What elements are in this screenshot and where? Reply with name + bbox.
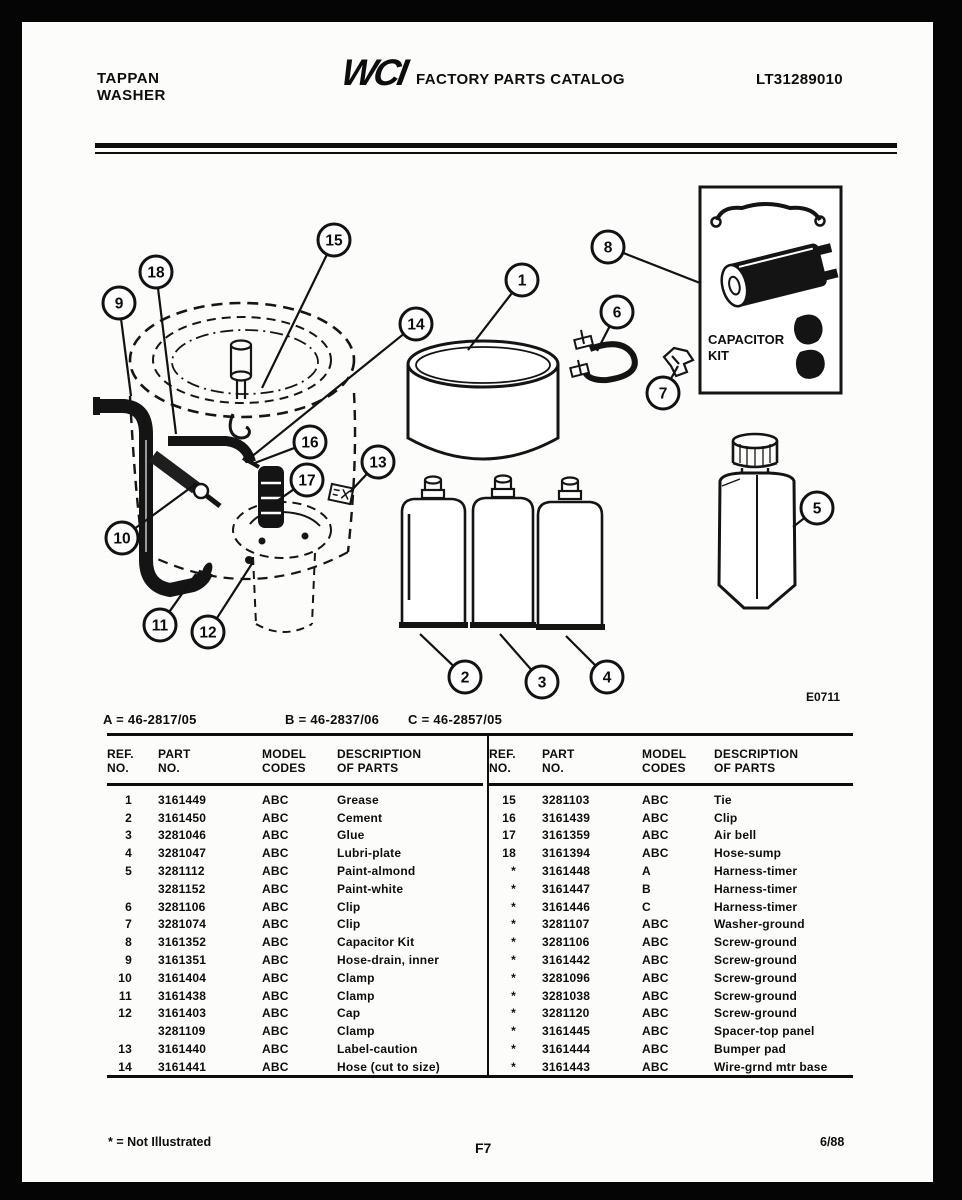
table-row	[107, 1022, 483, 1040]
model-cell: ABC	[642, 988, 669, 1003]
ref-cell: 11	[118, 988, 132, 1003]
table-row	[489, 862, 853, 880]
clamp-6-drawing	[570, 330, 635, 380]
model-cell: ABC	[642, 970, 669, 985]
figure-code: E0711	[806, 690, 841, 704]
desc-cell: Paint-almond	[337, 864, 416, 879]
svg-text:13: 13	[369, 454, 387, 472]
desc-cell: Clip	[714, 810, 738, 825]
capacitor-kit-label-line2: KIT	[708, 348, 729, 363]
model-cell: ABC	[262, 864, 289, 879]
desc-cell: Harness-timer	[714, 881, 798, 896]
callout-7	[647, 366, 679, 409]
table-body-right	[489, 786, 853, 1076]
part-cell: 3161450	[158, 810, 207, 825]
table-row	[107, 951, 483, 969]
table-header	[107, 736, 483, 786]
svg-text:14: 14	[407, 316, 425, 334]
column-header: MODEL CODES	[262, 747, 307, 775]
callout-8	[592, 231, 700, 283]
table-row	[107, 987, 483, 1005]
desc-cell: Tie	[714, 792, 732, 807]
model-cell: ABC	[642, 1042, 669, 1057]
desc-cell: Washer-ground	[714, 917, 805, 932]
table-row	[107, 844, 483, 862]
caution-label-drawing	[329, 484, 354, 504]
catalog-title: FACTORY PARTS CATALOG	[416, 71, 625, 88]
svg-text:8: 8	[603, 239, 613, 257]
desc-cell: Bumper pad	[714, 1042, 787, 1057]
tube-2-drawing	[399, 477, 468, 629]
ref-cell: 14	[118, 1059, 132, 1074]
agitator-stem-drawing	[231, 341, 251, 400]
model-cell: ABC	[642, 1059, 669, 1074]
table-row	[489, 933, 853, 951]
model-cell: ABC	[262, 792, 289, 807]
model-cell: ABC	[262, 935, 289, 950]
part-cell: 3281103	[542, 792, 590, 807]
desc-cell: Capacitor Kit	[337, 935, 415, 950]
part-cell: 3161351	[158, 953, 207, 968]
desc-cell: Screw-ground	[714, 935, 798, 950]
part-cell: 3281109	[158, 1024, 206, 1039]
desc-cell: Clamp	[337, 970, 375, 985]
desc-cell: Wire-grnd mtr base	[714, 1059, 828, 1074]
model-cell: ABC	[642, 917, 669, 932]
part-cell: 3161441	[158, 1059, 207, 1074]
desc-cell: Paint-white	[337, 881, 404, 896]
ref-cell: *	[511, 1024, 516, 1039]
model-code-a: A = 46-2817/05	[103, 712, 197, 727]
desc-cell: Screw-ground	[714, 988, 798, 1003]
part-cell: 3281046	[158, 828, 207, 843]
ref-cell: *	[511, 917, 516, 932]
capacitor-kit-box	[700, 187, 841, 393]
table-row	[107, 827, 483, 845]
table-row	[107, 898, 483, 916]
column-header: PART NO.	[542, 747, 575, 775]
catalog-page	[22, 22, 933, 1182]
svg-text:7: 7	[658, 385, 668, 403]
desc-cell: Grease	[337, 792, 379, 807]
ref-cell: 8	[125, 935, 132, 950]
table-row	[489, 916, 853, 934]
model-cell: ABC	[642, 828, 669, 843]
svg-text:11: 11	[151, 617, 169, 635]
table-row	[107, 1005, 483, 1023]
ref-cell: *	[511, 935, 516, 950]
part-cell: 3161440	[158, 1042, 207, 1057]
publication-number: LT31289010	[756, 71, 843, 88]
part-cell: 3161446	[542, 899, 591, 914]
desc-cell: Cap	[337, 1006, 361, 1021]
ref-cell: *	[511, 953, 516, 968]
svg-text:6: 6	[612, 304, 622, 322]
tub-liner-drawing	[408, 341, 558, 459]
svg-text:1: 1	[517, 272, 527, 290]
drain-hose-drawing	[93, 397, 220, 590]
ref-cell: 2	[125, 810, 132, 825]
wci-logo: WCI	[338, 52, 409, 93]
part-cell: 3281152	[158, 881, 206, 896]
desc-cell: Screw-ground	[714, 1006, 798, 1021]
table-row	[107, 809, 483, 827]
part-cell: 3281106	[542, 935, 590, 950]
svg-text:16: 16	[301, 434, 319, 452]
column-header: REF. NO.	[489, 747, 516, 775]
part-cell: 3161442	[542, 953, 591, 968]
part-cell: 3161404	[158, 970, 207, 985]
model-cell: ABC	[262, 1024, 289, 1039]
parts-table-right-half	[487, 736, 853, 1075]
svg-text:2: 2	[460, 669, 470, 687]
part-cell: 3281112	[158, 864, 205, 879]
table-row	[489, 987, 853, 1005]
part-cell: 3281096	[542, 970, 591, 985]
table-row	[107, 933, 483, 951]
desc-cell: Clamp	[337, 988, 375, 1003]
part-cell: 3281107	[542, 917, 590, 932]
table-row	[489, 791, 853, 809]
model-cell: ABC	[642, 792, 669, 807]
desc-cell: Cement	[337, 810, 383, 825]
ref-cell: *	[511, 881, 516, 896]
svg-text:18: 18	[147, 264, 165, 282]
model-cell: ABC	[262, 828, 289, 843]
rubber-boot-drawing	[796, 350, 825, 379]
part-cell: 3161403	[158, 1006, 207, 1021]
ref-cell: 7	[125, 917, 132, 932]
parts-table-left-half	[107, 736, 487, 1075]
model-cell: ABC	[262, 899, 289, 914]
callout-1	[468, 264, 538, 350]
table-row	[489, 1058, 853, 1076]
model-cell: C	[642, 899, 651, 914]
ref-cell: 9	[125, 953, 132, 968]
table-row	[489, 844, 853, 862]
column-header: REF. NO.	[107, 747, 134, 775]
ref-cell: 18	[502, 846, 516, 861]
ref-cell: 12	[118, 1006, 132, 1021]
svg-text:9: 9	[114, 295, 124, 313]
table-row	[107, 916, 483, 934]
model-cell: ABC	[262, 1006, 289, 1021]
column-header: MODEL CODES	[642, 747, 687, 775]
ref-cell: *	[511, 899, 516, 914]
svg-text:10: 10	[113, 530, 131, 548]
model-cell: ABC	[262, 1042, 289, 1057]
air-bell-drawing	[258, 466, 284, 528]
ref-cell: 3	[125, 828, 132, 843]
table-row	[489, 880, 853, 898]
part-cell: 3161444	[542, 1042, 591, 1057]
ref-cell: 4	[125, 846, 132, 861]
table-row	[107, 969, 483, 987]
rubber-boot-drawing	[794, 314, 823, 344]
table-row	[107, 880, 483, 898]
not-illustrated-note: * = Not Illustrated	[108, 1135, 212, 1149]
part-cell: 3161359	[542, 828, 591, 843]
svg-text:5: 5	[812, 500, 822, 518]
table-row	[107, 791, 483, 809]
model-cell: ABC	[642, 935, 669, 950]
table-row	[489, 969, 853, 987]
model-cell: ABC	[262, 810, 289, 825]
desc-cell: Screw-ground	[714, 953, 798, 968]
bottle-5-drawing	[719, 434, 795, 608]
part-cell: 3281038	[542, 988, 591, 1003]
table-row	[489, 809, 853, 827]
ref-cell: *	[511, 864, 516, 879]
model-cell: ABC	[262, 988, 289, 1003]
ref-cell: *	[511, 1006, 516, 1021]
desc-cell: Spacer-top panel	[714, 1024, 815, 1039]
table-row	[489, 1022, 853, 1040]
desc-cell: Screw-ground	[714, 970, 798, 985]
part-cell: 3281074	[158, 917, 207, 932]
column-header: DESCRIPTION OF PARTS	[714, 747, 799, 775]
clamp-7-drawing	[664, 348, 693, 376]
part-cell: 3281106	[158, 899, 206, 914]
part-cell: 3161352	[158, 935, 207, 950]
model-cell: ABC	[262, 970, 289, 985]
svg-text:3: 3	[537, 674, 547, 692]
model-cell: B	[642, 881, 651, 896]
date-code: 6/88	[820, 1135, 845, 1149]
svg-text:17: 17	[298, 472, 316, 490]
part-cell: 3161394	[542, 846, 591, 861]
model-cell: ABC	[642, 953, 669, 968]
part-cell: 3161438	[158, 988, 207, 1003]
callout-13	[350, 446, 394, 492]
model-cell: ABC	[262, 846, 289, 861]
model-code-b: B = 46-2837/06	[285, 712, 380, 727]
table-row	[107, 1040, 483, 1058]
svg-text:4: 4	[602, 669, 612, 687]
desc-cell: Clip	[337, 899, 361, 914]
callout-4	[566, 636, 623, 693]
ref-cell: 17	[502, 828, 516, 843]
model-cell: ABC	[262, 917, 289, 932]
ref-cell: *	[511, 1059, 516, 1074]
table-row	[489, 1005, 853, 1023]
model-cell: ABC	[262, 881, 289, 896]
table-row	[489, 827, 853, 845]
column-header: PART NO.	[158, 747, 191, 775]
callout-3	[500, 634, 558, 698]
ref-cell: 1	[125, 792, 132, 807]
desc-cell: Label-caution	[337, 1042, 418, 1057]
part-cell: 3161447	[542, 881, 591, 896]
table-row	[489, 951, 853, 969]
tube-bottles-drawing	[399, 476, 605, 631]
desc-cell: Hose-sump	[714, 846, 782, 861]
model-cell: ABC	[642, 846, 669, 861]
desc-cell: Harness-timer	[714, 899, 798, 914]
brand-line2: WASHER	[97, 87, 166, 104]
model-code-c: C = 46-2857/05	[408, 712, 503, 727]
ref-cell: *	[511, 970, 516, 985]
desc-cell: Glue	[337, 828, 365, 843]
desc-cell: Hose-drain, inner	[337, 953, 440, 968]
table-header	[489, 736, 853, 786]
model-cell: ABC	[262, 953, 289, 968]
desc-cell: Air bell	[714, 828, 757, 843]
table-row	[489, 1040, 853, 1058]
ref-cell: 6	[125, 899, 132, 914]
model-cell: A	[642, 864, 651, 879]
tube-4-drawing	[536, 478, 605, 631]
ref-cell: 15	[502, 792, 516, 807]
parts-table	[107, 733, 853, 1078]
table-row	[107, 1058, 483, 1076]
parts-diagram	[45, 170, 915, 710]
svg-text:12: 12	[199, 624, 217, 642]
table-row	[107, 862, 483, 880]
tube-3-drawing	[470, 476, 536, 629]
desc-cell: Clip	[337, 917, 361, 932]
callout-5	[793, 492, 833, 527]
ref-cell: 13	[118, 1042, 132, 1057]
part-cell: 3281120	[542, 1006, 590, 1021]
capacitor-kit-label-line1: CAPACITOR	[708, 332, 785, 347]
desc-cell: Hose (cut to size)	[337, 1059, 440, 1074]
brand-block	[97, 70, 166, 104]
part-cell: 3281047	[158, 846, 207, 861]
part-cell: 3161439	[542, 810, 591, 825]
model-cell: ABC	[642, 1006, 669, 1021]
callout-9	[103, 287, 135, 396]
ref-cell: *	[511, 1042, 516, 1057]
table-row	[489, 898, 853, 916]
part-cell: 3161445	[542, 1024, 591, 1039]
ref-cell: *	[511, 988, 516, 1003]
desc-cell: Clamp	[337, 1024, 375, 1039]
svg-text:15: 15	[325, 232, 343, 250]
part-cell: 3161448	[542, 864, 591, 879]
desc-cell: Harness-timer	[714, 864, 798, 879]
model-cell: ABC	[262, 1059, 289, 1074]
header-divider-rule	[95, 143, 897, 154]
part-cell: 3161443	[542, 1059, 591, 1074]
model-cell: ABC	[642, 1024, 669, 1039]
page-code: F7	[475, 1140, 492, 1156]
ref-cell: 10	[118, 970, 132, 985]
callout-2	[420, 634, 481, 693]
ref-cell: 16	[502, 810, 516, 825]
table-body-left	[107, 786, 483, 1076]
brand-line1: TAPPAN	[97, 70, 160, 87]
desc-cell: Lubri-plate	[337, 846, 402, 861]
part-cell: 3161449	[158, 792, 207, 807]
callout-16	[252, 426, 326, 464]
ref-cell: 5	[125, 864, 132, 879]
model-cell: ABC	[642, 810, 669, 825]
column-header: DESCRIPTION OF PARTS	[337, 747, 422, 775]
